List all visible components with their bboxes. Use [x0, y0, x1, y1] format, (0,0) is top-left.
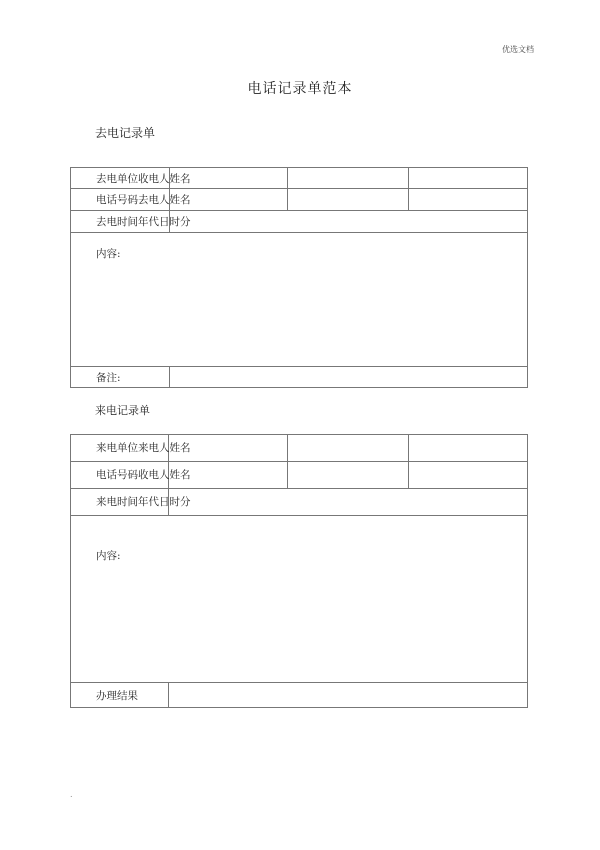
column-divider: [408, 168, 409, 210]
header-note: 优选文档: [502, 45, 534, 54]
column-divider: [408, 435, 409, 488]
document-title: 电话记录单范本: [247, 81, 353, 97]
outgoing-unit-recipient-label: 去电单位收电人姓名: [96, 173, 191, 185]
incoming-result-label: 办理结果: [96, 690, 138, 702]
column-divider: [168, 682, 169, 707]
outgoing-time-label: 去电时间年代日时分: [96, 216, 191, 228]
incoming-content-label: 内容:: [96, 550, 121, 562]
row-divider: [71, 515, 527, 516]
incoming-time-label: 来电时间年代日时分: [96, 496, 191, 508]
row-divider: [71, 366, 527, 367]
row-divider: [71, 210, 527, 211]
outgoing-content-label: 内容:: [96, 248, 121, 260]
row-divider: [71, 488, 527, 489]
column-divider: [287, 168, 288, 210]
incoming-form-table: [70, 434, 528, 708]
outgoing-remarks-label: 备注:: [96, 372, 121, 384]
footer-mark: .: [70, 790, 73, 799]
outgoing-form-table: [70, 167, 528, 388]
incoming-unit-caller-label: 来电单位来电人姓名: [96, 442, 191, 454]
incoming-phone-recipient-label: 电话号码收电人姓名: [96, 469, 191, 481]
row-divider: [71, 682, 527, 683]
row-divider: [71, 232, 527, 233]
column-divider: [287, 435, 288, 488]
incoming-section-title: 来电记录单: [95, 404, 150, 417]
row-divider: [71, 461, 527, 462]
column-divider: [169, 366, 170, 387]
outgoing-phone-caller-label: 电话号码去电人姓名: [96, 194, 191, 206]
row-divider: [71, 188, 527, 189]
outgoing-section-title: 去电记录单: [95, 126, 156, 140]
